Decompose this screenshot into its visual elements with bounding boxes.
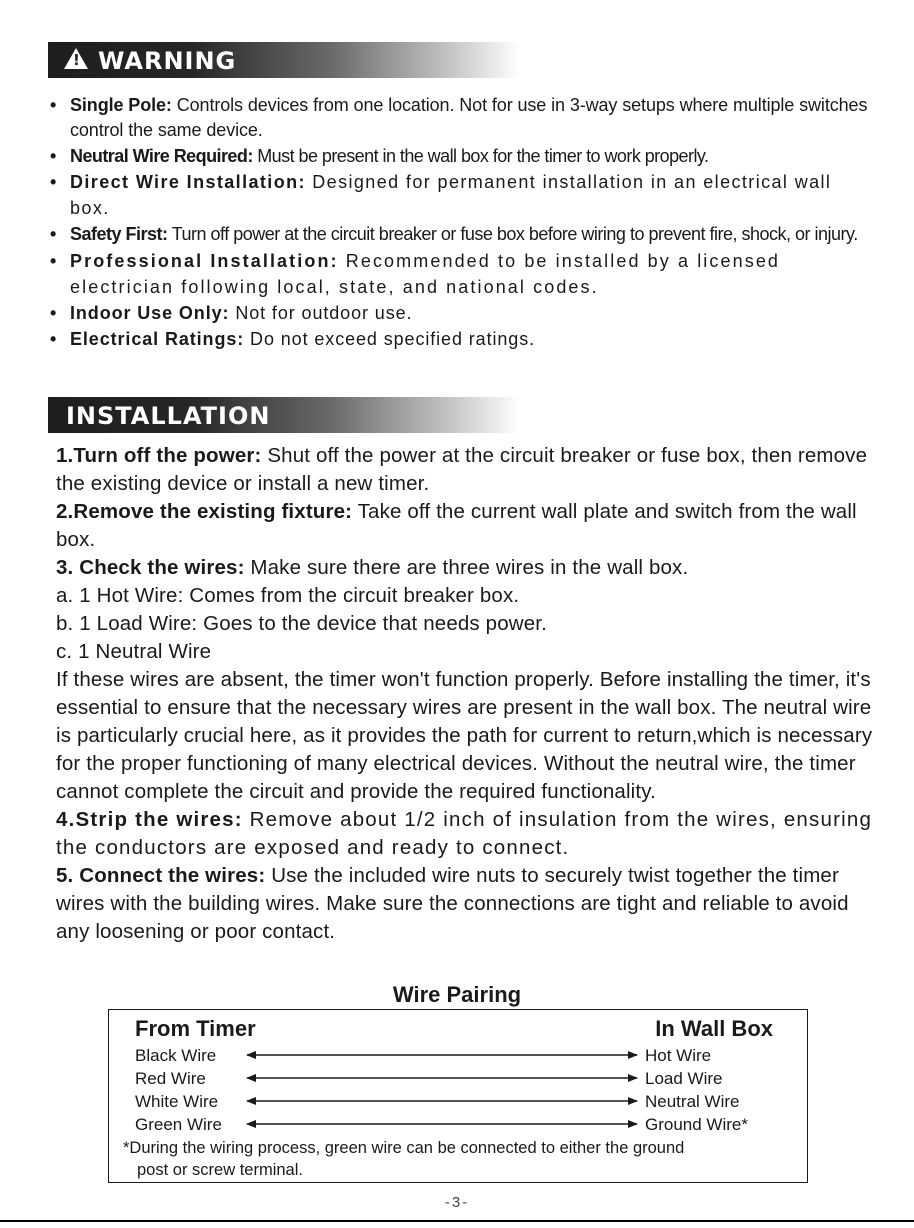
step-text: Take off the current wall plate and switch from the wall box. — [56, 500, 857, 551]
step-4 — [56, 806, 876, 862]
warning-item-label: Indoor Use Only: — [70, 303, 230, 323]
timer-wire-white: White Wire — [135, 1092, 219, 1111]
wall-wire-ground: Ground Wire* — [645, 1115, 748, 1134]
wire-item-hot: a. 1 Hot Wire: Comes from the circuit breaker box. — [56, 584, 520, 607]
wiring-note — [123, 1137, 803, 1181]
warning-item-text: Controls devices from one location. Not for use in 3-way setups where multiple switches control the same device. — [70, 95, 868, 140]
wire-item-load: b. 1 Load Wire: Goes to the device that needs power. — [56, 612, 547, 635]
in-wall-box-header: In Wall Box — [655, 1016, 773, 1041]
warning-item-neutral-wire — [48, 144, 868, 169]
wire-pairing-table — [108, 1009, 808, 1183]
warning-title: WARNING — [98, 47, 237, 75]
installation-title: INSTALLATION — [66, 402, 271, 430]
warning-item-electrical-ratings — [48, 326, 868, 352]
timer-wire-black: Black Wire — [135, 1046, 217, 1065]
step-text: Make sure there are three wires in the wall box. — [244, 556, 689, 579]
neutral-wire-explanation: If these wires are absent, the timer won't function properly. Before installing the timer, it's essential to ensure that the necessary wires are present in the wall box. The neutral wire is particularly crucial here, as it provides the path for current to return,which is necessary for the proper functioning of many electrical devices. Without the neutral wire, the timer cannot complete the circuit and provide the required functionality. — [56, 668, 873, 803]
warning-item-label: Neutral Wire Required: — [70, 146, 253, 166]
wall-wire-hot: Hot Wire — [645, 1046, 712, 1065]
step-text: Remove about 1/2 inch of insulation from the wires, ensuring the conductors are exposed and ready to connect. — [56, 808, 873, 859]
warning-list — [48, 93, 868, 352]
warning-item-label: Safety First: — [70, 224, 168, 244]
warning-item-direct-wire — [48, 170, 868, 221]
step-3 — [56, 554, 876, 582]
warning-banner — [48, 42, 520, 78]
installation-steps — [56, 442, 876, 946]
step-text: Shut off the power at the circuit breaker or fuse box, then remove the existing device or install a new timer. — [56, 444, 868, 495]
warning-triangle-icon — [64, 48, 88, 69]
step-label: 1.Turn off the power: — [56, 444, 262, 467]
warning-item-text: Designed for permanent installation in an electrical wall box. — [70, 172, 832, 218]
warning-item-text: Do not exceed specified ratings. — [244, 329, 536, 349]
step-label: 4.Strip the wires: — [56, 808, 243, 831]
warning-item-label: Direct Wire Installation: — [70, 172, 306, 192]
wire-pairing-title: Wire Pairing — [392, 982, 522, 1007]
step-2 — [56, 498, 876, 554]
from-timer-header: From Timer — [135, 1016, 256, 1041]
warning-item-label: Electrical Ratings: — [70, 329, 245, 349]
step-text: Use the included wire nuts to securely twist together the timer wires with the building wires. Make sure the connections are tight and reliable to avoid any loosening or poor contact. — [56, 864, 849, 943]
step-label: 5. Connect the wires: — [56, 864, 266, 887]
wire-item-neutral: c. 1 Neutral Wire — [56, 640, 212, 663]
step-label: 3. Check the wires: — [56, 556, 245, 579]
warning-item-safety-first — [48, 222, 868, 247]
warning-item-label: Professional Installation: — [70, 251, 339, 271]
step-label: 2.Remove the existing fixture: — [56, 500, 353, 523]
warning-item-text: Must be present in the wall box for the timer to work properly. — [252, 146, 709, 166]
warning-item-label: Single Pole: — [70, 95, 172, 115]
warning-item-text: Turn off power at the circuit breaker or fuse box before wiring to prevent fire, shock, or injury. — [167, 224, 858, 244]
warning-item-text: Not for outdoor use. — [229, 303, 413, 323]
wiring-note-line-2: post or screw terminal. — [137, 1161, 303, 1179]
page-number: -3- — [444, 1194, 470, 1211]
installation-banner — [48, 397, 520, 433]
warning-item-text: Recommended to be installed by a licensed electrician following local, state, and national codes. — [70, 251, 781, 297]
timer-wire-green: Green Wire — [135, 1115, 222, 1134]
wall-wire-neutral: Neutral Wire — [645, 1092, 740, 1111]
wall-wire-load: Load Wire — [645, 1069, 723, 1088]
warning-item-single-pole — [48, 93, 868, 143]
wiring-note-line-1: *During the wiring process, green wire can be connected to either the ground — [123, 1139, 685, 1157]
warning-item-professional — [48, 248, 868, 300]
warning-item-indoor-use — [48, 300, 868, 326]
timer-wire-red: Red Wire — [135, 1069, 206, 1088]
page-bottom-rule — [0, 1220, 914, 1222]
step-1 — [56, 442, 876, 498]
step-5 — [56, 862, 876, 946]
